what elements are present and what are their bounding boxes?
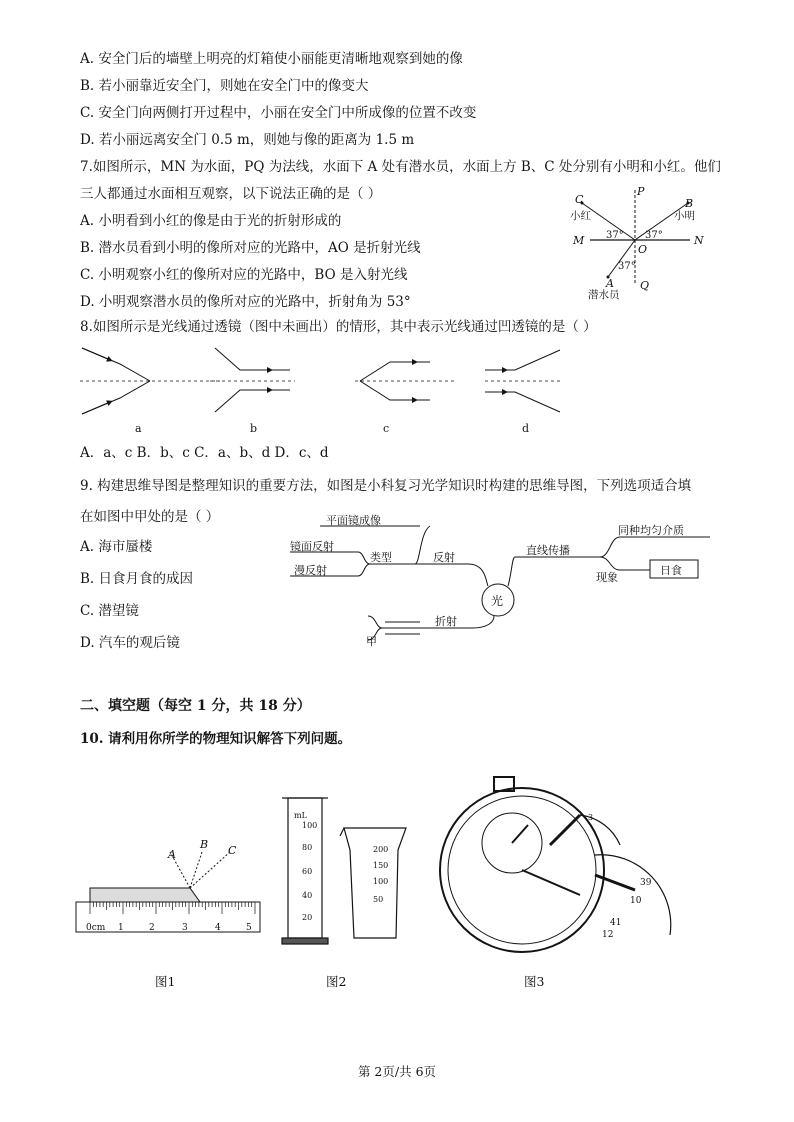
- eye-b-label: B: [200, 838, 209, 851]
- q9-mind-map: [280, 512, 720, 652]
- node-zhixian: 直线传播: [526, 544, 570, 557]
- label-diver: 潜水员: [588, 289, 620, 301]
- node-leixing: 类型: [370, 551, 392, 564]
- ruler-ticks: [90, 902, 255, 914]
- tick-0: 0cm: [86, 923, 106, 933]
- label-n: N: [694, 234, 704, 247]
- fig1-ruler: [70, 830, 270, 940]
- node-center: 光: [491, 594, 504, 608]
- angle-left: 37°: [606, 230, 624, 241]
- figure-b: [210, 348, 295, 412]
- label-b: B: [685, 197, 694, 210]
- cyl-tick-40: 40: [302, 891, 313, 900]
- node-xianxiang: 现象: [596, 571, 618, 584]
- beaker-tick-150: 150: [373, 861, 389, 870]
- mag2-label-39: 39: [640, 878, 652, 888]
- tick-3: 3: [182, 923, 188, 933]
- angle-right: 37°: [645, 230, 663, 241]
- figure-c: [355, 362, 455, 400]
- q6-option-c: C. 安全门向两侧打开过程中，小丽在安全门中所成像的位置不改变: [80, 105, 477, 121]
- label-m: M: [573, 234, 585, 247]
- figure-d: [485, 350, 560, 412]
- mag2-label-12: 12: [602, 930, 614, 940]
- q8-lens-figures: [70, 340, 570, 436]
- mag2-label-41: 41: [610, 918, 622, 928]
- node-jia: 甲: [366, 635, 377, 648]
- label-xiaoming: 小明: [674, 210, 695, 222]
- fig3-caption: 图3: [524, 974, 545, 989]
- q7-light-path-figure: [560, 185, 720, 305]
- cyl-tick-20: 20: [302, 913, 313, 922]
- tick-2: 2: [149, 923, 155, 933]
- node-tongzhong: 同种均匀介质: [618, 524, 684, 537]
- q9-stem-line2: 在如图中甲处的是（ ）: [80, 509, 220, 525]
- label-c: c: [383, 422, 390, 435]
- node-manfanshe: 漫反射: [294, 564, 327, 577]
- label-xiaohong: 小红: [570, 210, 591, 222]
- label-q: Q: [640, 279, 650, 292]
- page-footer: 第 2页/共 6页: [357, 1064, 437, 1079]
- label-c: C: [575, 193, 584, 206]
- label-a: a: [135, 422, 142, 435]
- q8-stem: 8.如图所示是光线通过透镜（图中未画出）的情形，其中表示光线通过凹透镜的是（ ）: [80, 319, 597, 335]
- q7-stem-line1: 7.如图所示，MN 为水面，PQ 为法线，水面下 A 处有潜水员，水面上方 B、C 处分别有小明和小红。他们: [80, 159, 721, 175]
- q7-option-d: D. 小明观察潜水员的像所对应的光路中，折射角为 53°: [80, 294, 411, 310]
- label-b: b: [250, 422, 258, 435]
- q6-option-d: D. 若小丽远离安全门 0.5 m，则她与像的距离为 1.5 m: [80, 132, 415, 148]
- node-fanshe: 反射: [433, 551, 455, 564]
- figure-a: [80, 348, 220, 414]
- cyl-tick-80: 80: [302, 843, 313, 852]
- beaker-tick-100: 100: [373, 877, 389, 886]
- q9-option-b: B. 日食月食的成因: [80, 571, 194, 587]
- cyl-tick-100: 100: [302, 821, 318, 830]
- q8-options: A．a、c B．b、c C．a、b、d D．c、d: [80, 445, 329, 461]
- label-p: P: [637, 185, 645, 198]
- fig2-caption: 图2: [326, 974, 347, 989]
- q6-option-b: B. 若小丽靠近安全门，则她在安全门中的像变大: [80, 78, 369, 94]
- q9-option-c: C. 潜望镜: [80, 603, 139, 619]
- q10-stem: 10. 请利用你所学的物理知识解答下列问题。: [80, 731, 352, 747]
- tick-5: 5: [246, 923, 252, 933]
- q6-option-a: A. 安全门后的墙壁上明亮的灯箱使小丽能更清晰地观察到她的像: [80, 51, 463, 67]
- q7-option-b: B. 潜水员看到小明的像所对应的光路中，AO 是折射光线: [80, 240, 421, 256]
- label-d: d: [522, 422, 530, 435]
- q9-option-a: A. 海市蜃楼: [80, 539, 153, 555]
- fig3-stopwatch: [430, 775, 680, 955]
- section-2-heading: 二、填空题（每空 1 分，共 18 分）: [80, 698, 311, 714]
- mag1-label: 3: [588, 813, 594, 822]
- q7-option-a: A. 小明看到小红的像是由于光的折射形成的: [80, 213, 342, 229]
- mag2-label-10: 10: [630, 896, 642, 906]
- fig1-caption: 图1: [155, 974, 176, 989]
- eye-c-label: C: [228, 844, 237, 857]
- q7-stem-line2: 三人都通过水面相互观察，以下说法正确的是（ ）: [80, 186, 382, 202]
- node-rishi: 日食: [660, 564, 682, 577]
- beaker-tick-50: 50: [373, 895, 384, 904]
- eye-a-label: A: [168, 848, 176, 861]
- cyl-tick-60: 60: [302, 867, 313, 876]
- node-jingmian: 镜面反射: [290, 540, 334, 553]
- beaker-tick-200: 200: [373, 845, 389, 854]
- q7-option-c: C. 小明观察小红的像所对应的光路中，BO 是入射光线: [80, 267, 408, 283]
- label-o: O: [638, 243, 648, 256]
- q9-stem-line1: 9. 构建思维导图是整理知识的重要方法，如图是小科复习光学知识时构建的思维导图，下列选项适合填: [80, 478, 692, 494]
- q9-option-d: D. 汽车的观后镜: [80, 635, 180, 651]
- label-a: A: [606, 277, 614, 290]
- node-zheshe: 折射: [435, 615, 457, 628]
- tick-4: 4: [215, 923, 221, 933]
- cyl-unit: mL: [294, 811, 307, 820]
- fig2-cylinder-beaker: [278, 790, 418, 950]
- node-pingmian: 平面镜成像: [326, 514, 381, 527]
- tick-1: 1: [118, 923, 124, 933]
- angle-bottom: 37°: [618, 261, 636, 272]
